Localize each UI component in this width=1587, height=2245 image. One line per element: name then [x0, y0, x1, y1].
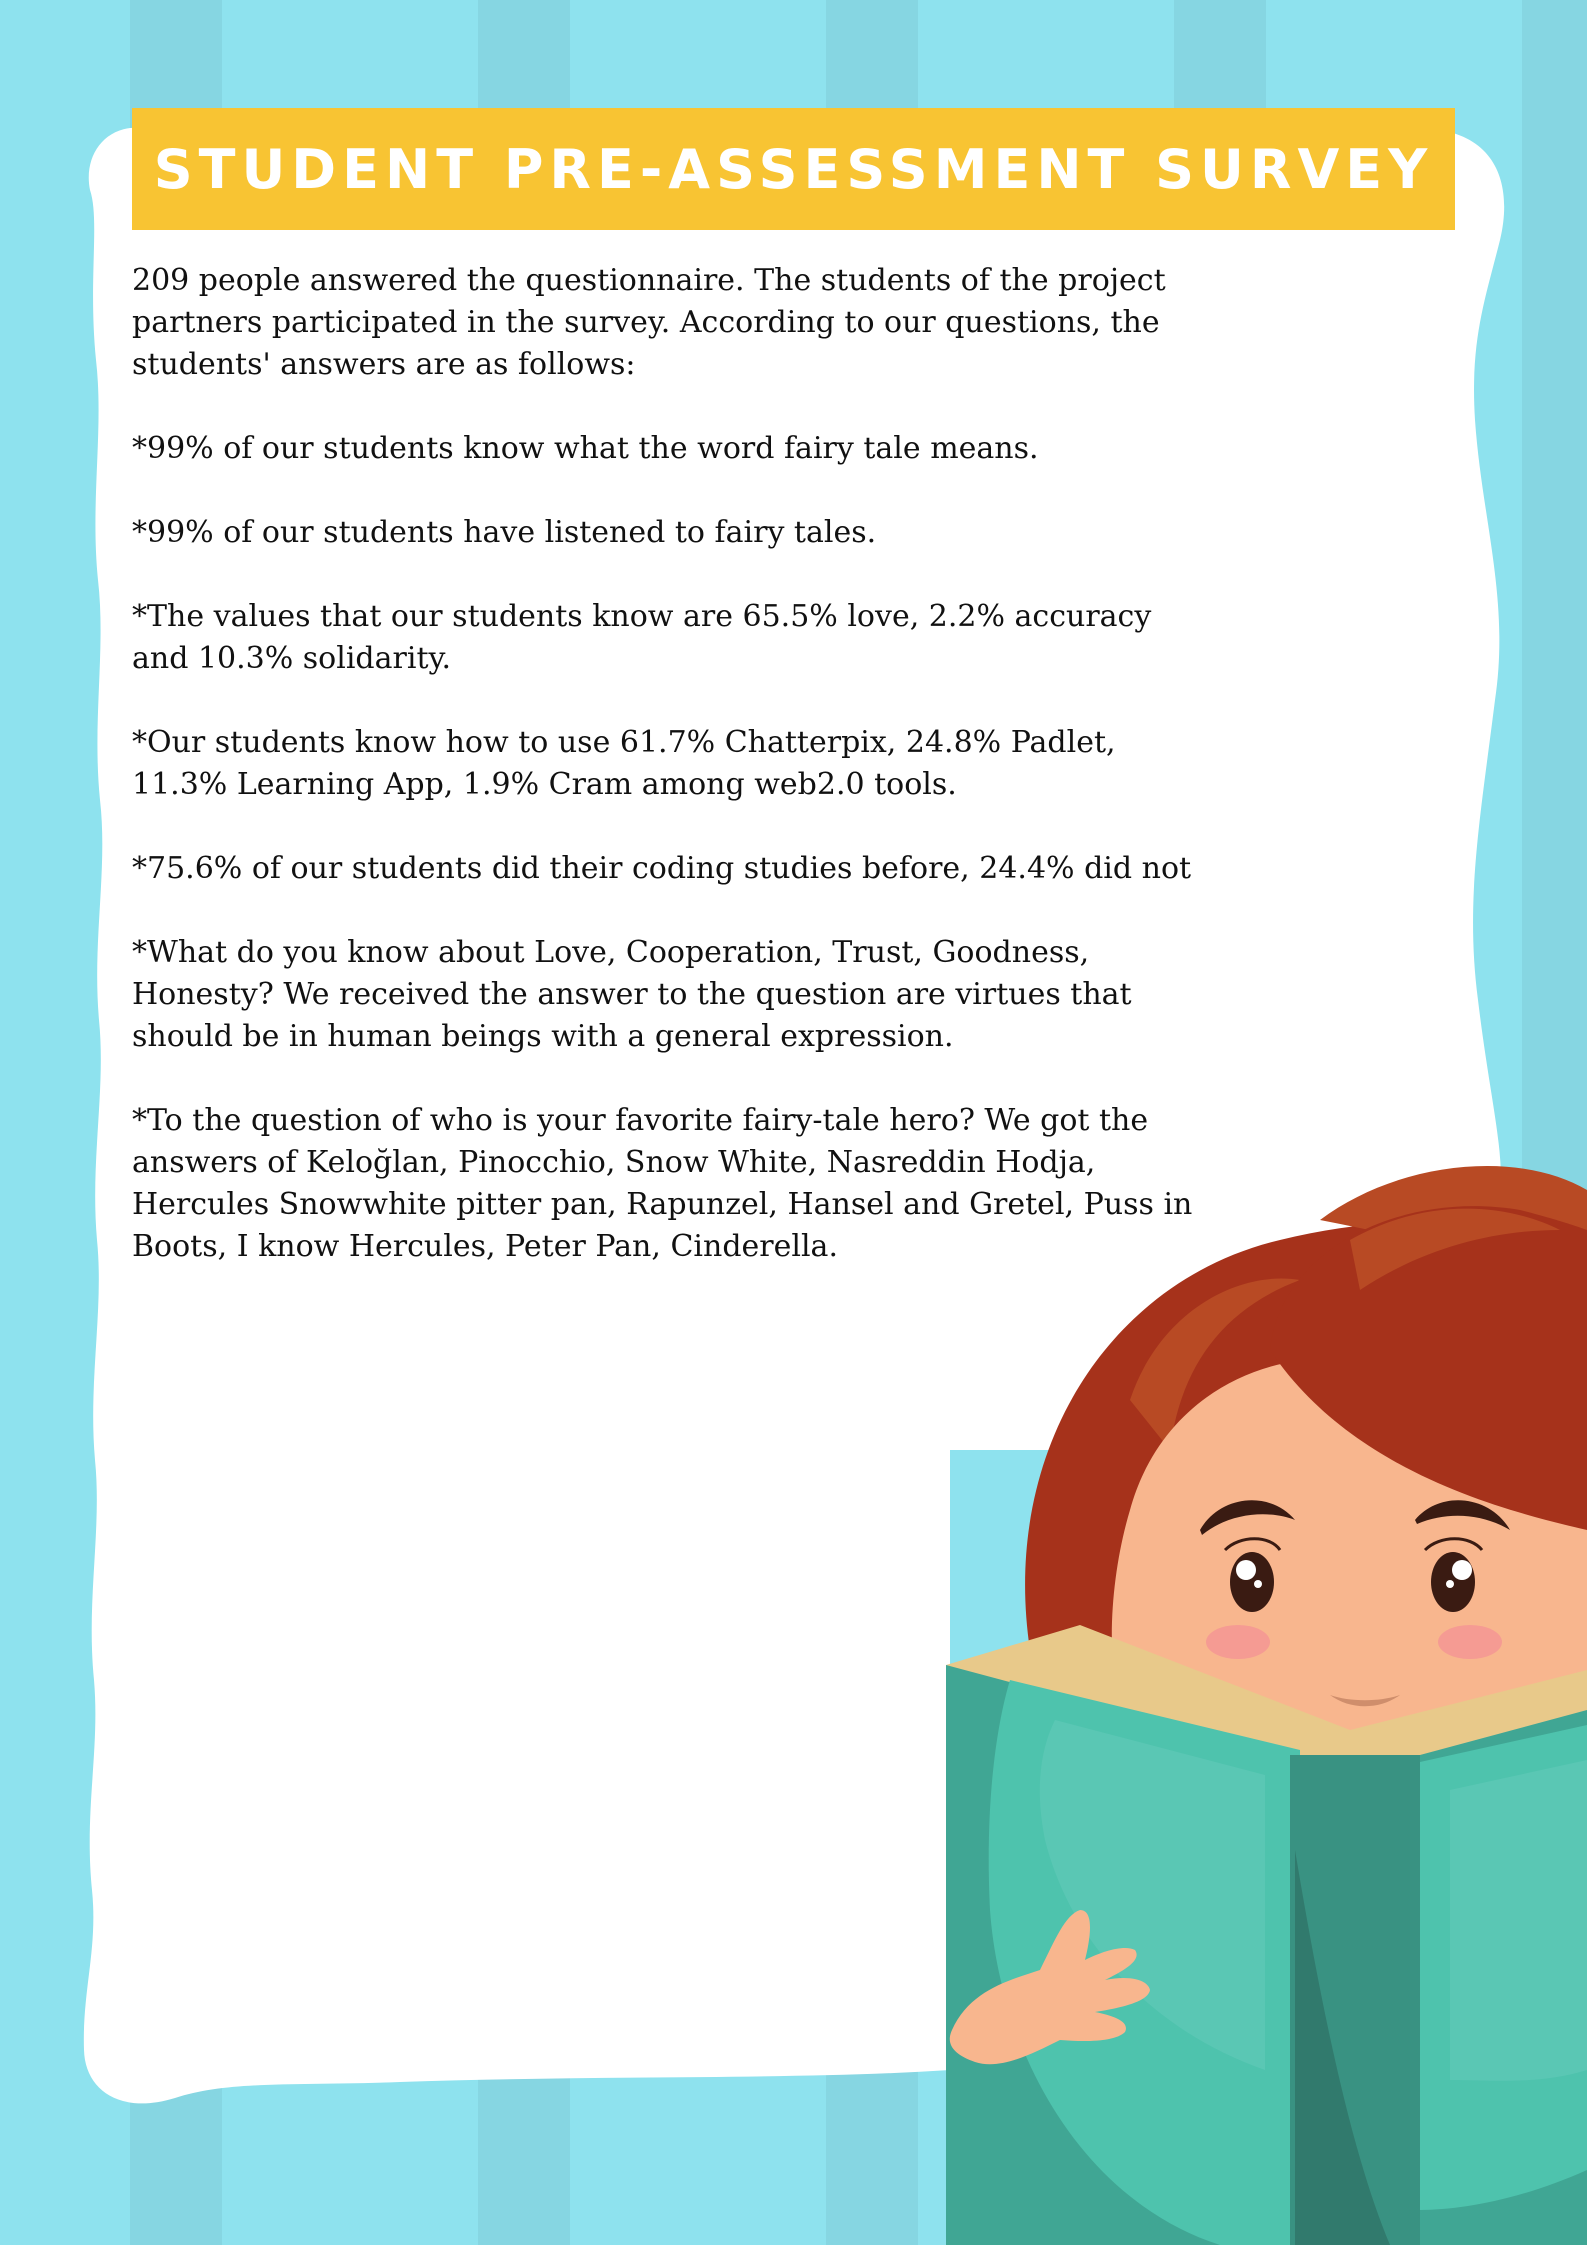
paragraph-intro: 209 people answered the questionnaire. The students of the project partners participated in the survey. According to our questions, the students' answers are as follows: [132, 263, 1166, 382]
paragraph-favorite-hero: *To the question of who is your favorite fairy-tale hero? We got the answers of Keloğlan, Pinocchio, Snow White, Nasreddin Hodja, Hercules Snowwhite pitter pan, Rapunzel, Hansel and Gretel, Puss in Boots, I know Hercules, Peter Pan, Cinderella. [132, 1103, 1193, 1264]
girl-reading-book-icon [880, 1150, 1587, 2245]
paragraph-coding: *75.6% of our students did their coding studies before, 24.4% did not [132, 851, 1192, 886]
page-title: STUDENT PRE-ASSESSMENT SURVEY [153, 137, 1434, 201]
paragraph-listened-fairy-tales: *99% of our students have listened to fairy tales. [132, 515, 877, 550]
paragraph-web-tools: *Our students know how to use 61.7% Chatterpix, 24.8% Padlet, 11.3% Learning App, 1.9% Cram among web2.0 tools. [132, 725, 1116, 802]
paragraph-values: *The values that our students know are 65.5% love, 2.2% accuracy and 10.3% solidarity. [132, 599, 1152, 676]
paragraph-virtues: *What do you know about Love, Cooperation, Trust, Goodness, Honesty? We received the answer to the question are virtues that should be in human beings with a general expression. [132, 935, 1132, 1054]
title-banner [132, 108, 1455, 230]
paragraph-fairy-tale-meaning: *99% of our students know what the word fairy tale means. [132, 431, 1039, 466]
